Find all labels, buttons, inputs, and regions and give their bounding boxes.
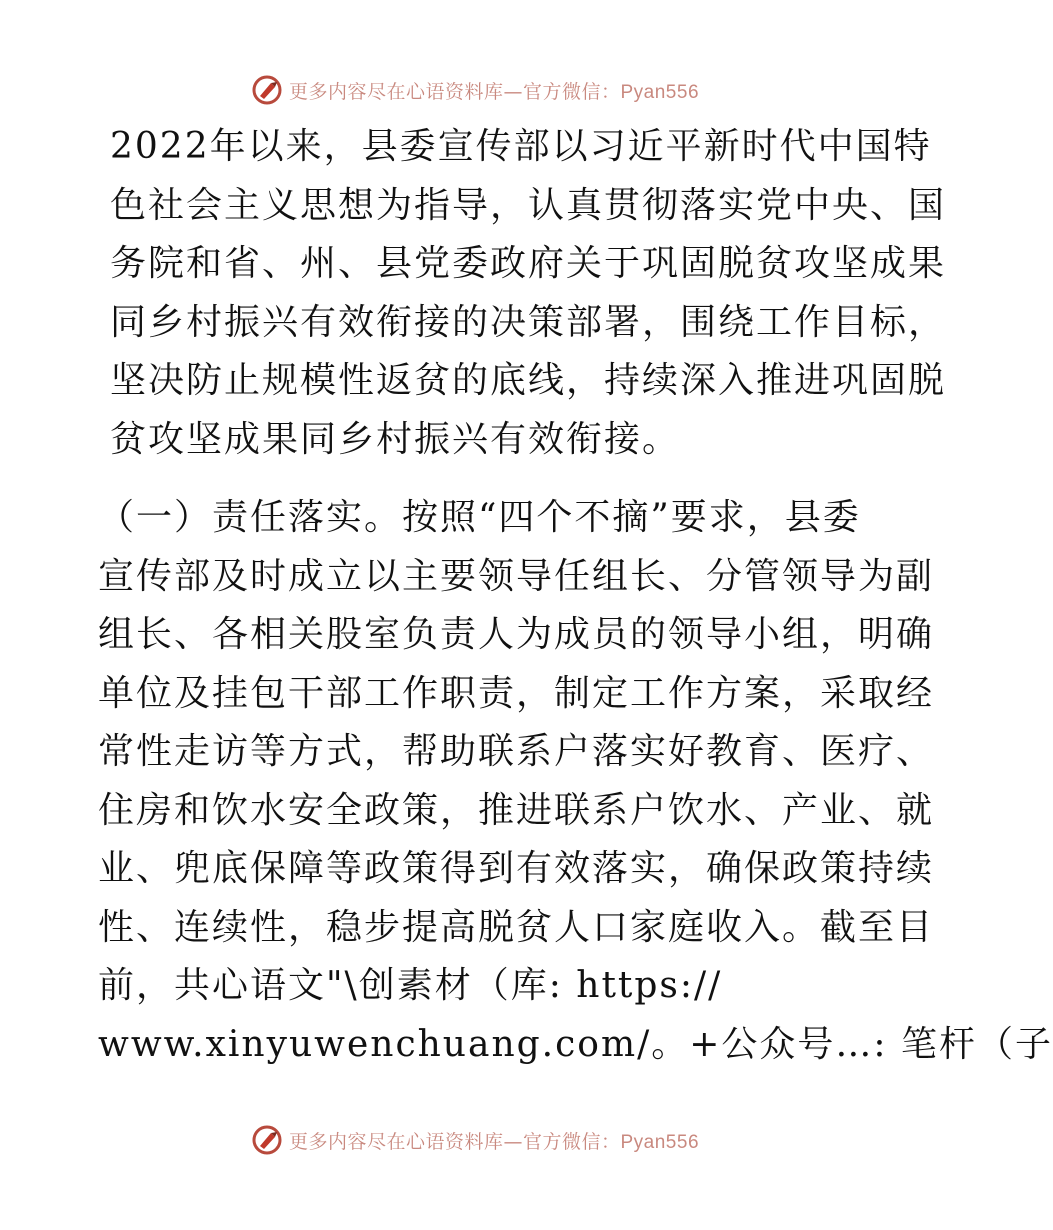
text-line: 坚决防止规模性返贫的底线，持续深入推进巩固脱 — [110, 360, 947, 401]
text-line: 色社会主义思想为指导，认真贯彻落实党中央、国 — [110, 184, 947, 226]
text-line: 宣传部及时成立以主要领导任组长、分管领导为副 — [98, 555, 935, 597]
brand-logo-icon — [251, 74, 283, 106]
text-line: 单位及挂包干部工作职责，制定工作方案，采取经 — [98, 672, 935, 714]
text-line: 组长、各相关股室负责人为成员的领导小组，明确 — [98, 614, 935, 655]
text-line: 2022年以来，县委宣传部以习近平新时代中国特 — [110, 126, 932, 167]
paragraph-responsibility — [98, 489, 1053, 1074]
footer-watermark-text — [289, 1127, 699, 1154]
footer-watermark — [0, 1120, 950, 1160]
text-line: （一）责任落实。按照“四个不摘”要求，县委 — [98, 497, 861, 538]
footer-separator: — — [503, 1130, 523, 1153]
footer-site-name: 更多内容尽在心语资料库 — [288, 1130, 504, 1153]
footer-contact-id: Pyan556 — [620, 1131, 700, 1153]
footer-contact-label: 官方微信： — [522, 1130, 621, 1153]
text-line: 同乡村振兴有效衔接的决策部署，围绕工作目标， — [110, 301, 947, 343]
paragraph-intro — [98, 118, 947, 469]
text-line: 常性走访等方式，帮助联系户落实好教育、医疗、 — [98, 731, 935, 772]
header-contact-label: 官方微信： — [522, 80, 621, 103]
text-line: 务院和省、州、县党委政府关于巩固脱贫攻坚成果 — [110, 243, 947, 284]
header-separator: — — [503, 80, 523, 103]
header-watermark-text — [289, 77, 699, 104]
document-body — [98, 118, 1053, 1074]
text-line: 前，共心语文"\创素材（库: https:// — [98, 965, 723, 1006]
header-site-name: 更多内容尽在心语资料库 — [288, 80, 504, 103]
header-contact-id: Pyan556 — [620, 81, 700, 103]
text-line: 性、连续性，稳步提高脱贫人口家庭收入。截至目 — [98, 906, 935, 948]
header-watermark — [0, 70, 950, 110]
text-line: 住房和饮水安全政策，推进联系户饮水、产业、就 — [98, 789, 935, 831]
text-line: www.xinyuwenchuang.com/。+公众号…: 笔杆（子 — [98, 1023, 1053, 1065]
text-line: 贫攻坚成果同乡村振兴有效衔接。 — [110, 418, 681, 460]
text-line: 业、兜底保障等政策得到有效落实，确保政策持续 — [98, 848, 935, 889]
brand-logo-icon — [251, 1124, 283, 1156]
